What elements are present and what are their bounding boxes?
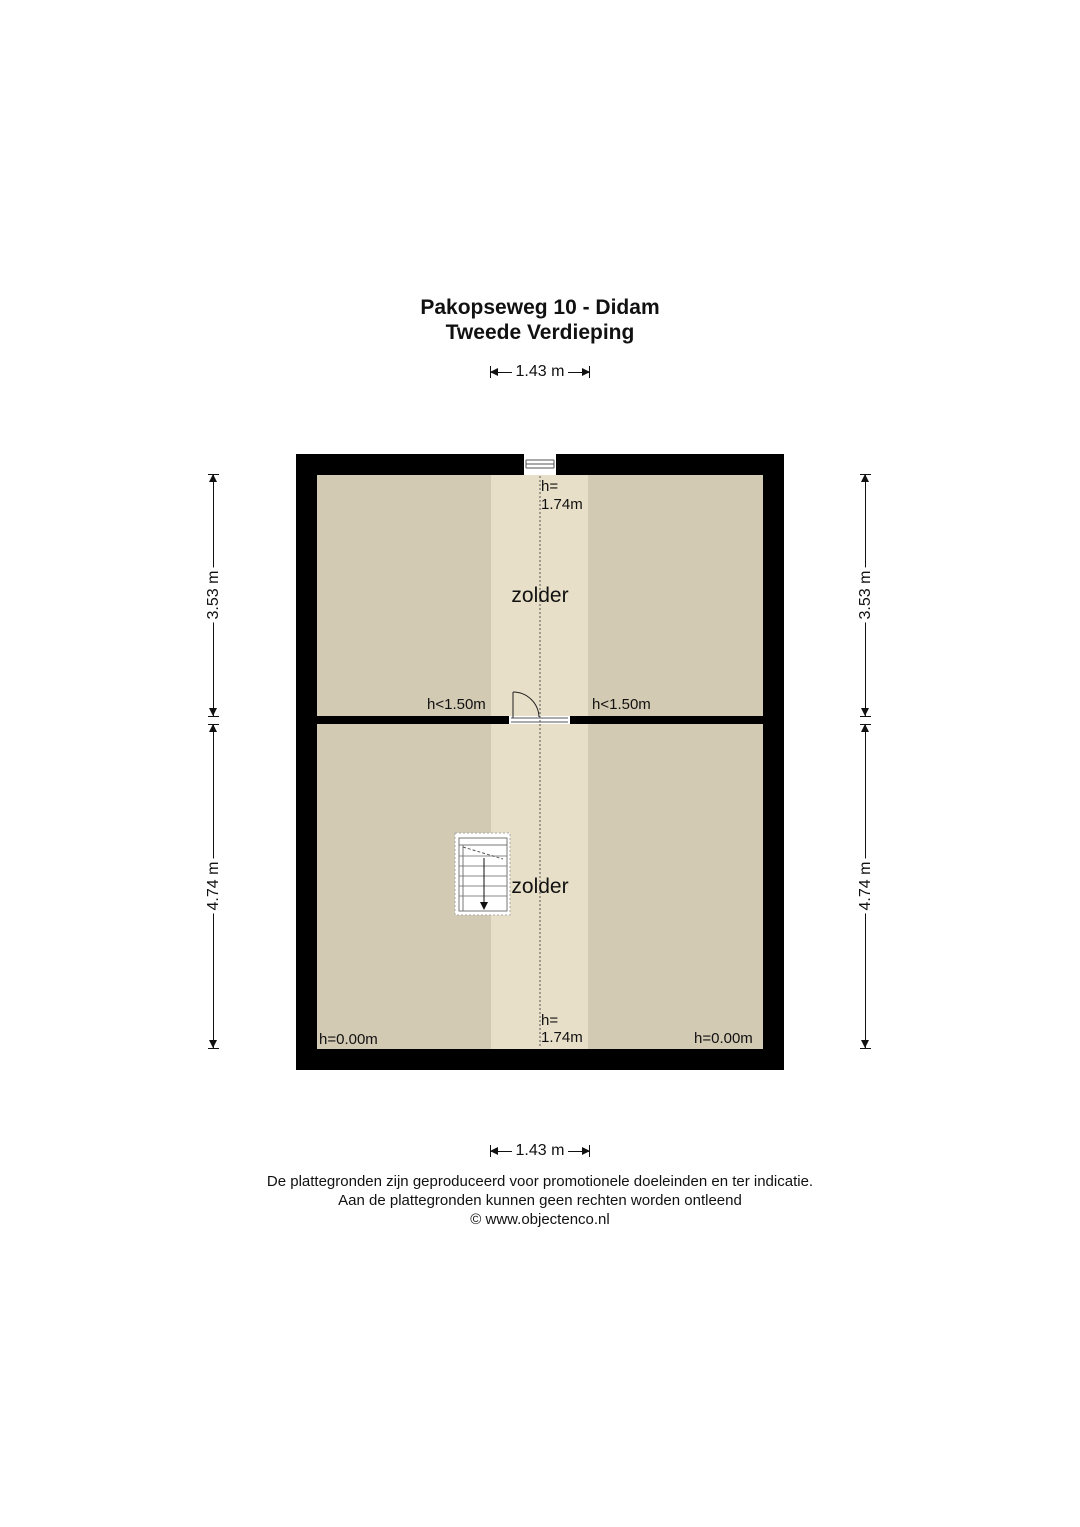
arrow-right-icon	[568, 1141, 590, 1161]
copyright-line: © www.objectenco.nl	[470, 1211, 610, 1228]
ridge-height-bottom-prefix: h=	[541, 1012, 559, 1029]
room-name-upper: zolder	[511, 584, 569, 607]
partition-wall-left	[317, 716, 509, 724]
disclaimer-line-2: Aan de plattegronden kunnen geen rechten worden ontleend	[338, 1192, 742, 1209]
ridge-height-top-value: 1.74m	[541, 496, 583, 513]
right-upper-dimension: 3.53 m	[856, 568, 876, 623]
arrow-left-icon	[490, 1141, 512, 1161]
height-label-mid-left: h<1.50m	[427, 696, 486, 713]
bottom-width-label: 1.43 m	[515, 1142, 565, 1159]
right-dimensions	[846, 470, 886, 1050]
ridge-height-bottom-value: 1.74m	[541, 1029, 583, 1046]
floor-subtitle: Tweede Verdieping	[445, 321, 635, 344]
ridge-height-top-prefix: h=	[541, 478, 559, 495]
disclaimer-line-1: De plattegronden zijn geproduceerd voor promotionele doeleinden en ter indicatie.	[266, 1173, 814, 1190]
height-label-mid-right: h<1.50m	[592, 696, 651, 713]
top-width-label: 1.43 m	[515, 363, 565, 380]
left-upper-dimension: 3.53 m	[204, 568, 224, 623]
plan-title: Pakopseweg 10 - Didam	[420, 296, 660, 319]
height-label-bottom-right: h=0.00m	[694, 1030, 753, 1047]
room-name-lower: zolder	[511, 875, 569, 898]
left-lower-dimension: 4.74 m	[204, 859, 224, 914]
height-label-bottom-left: h=0.00m	[319, 1031, 378, 1048]
staircase	[455, 833, 510, 915]
bottom-width-dimension	[0, 1141, 1080, 1161]
partition-wall-right	[570, 716, 763, 724]
left-dimensions	[194, 470, 234, 1050]
right-lower-dimension: 4.74 m	[856, 859, 876, 914]
